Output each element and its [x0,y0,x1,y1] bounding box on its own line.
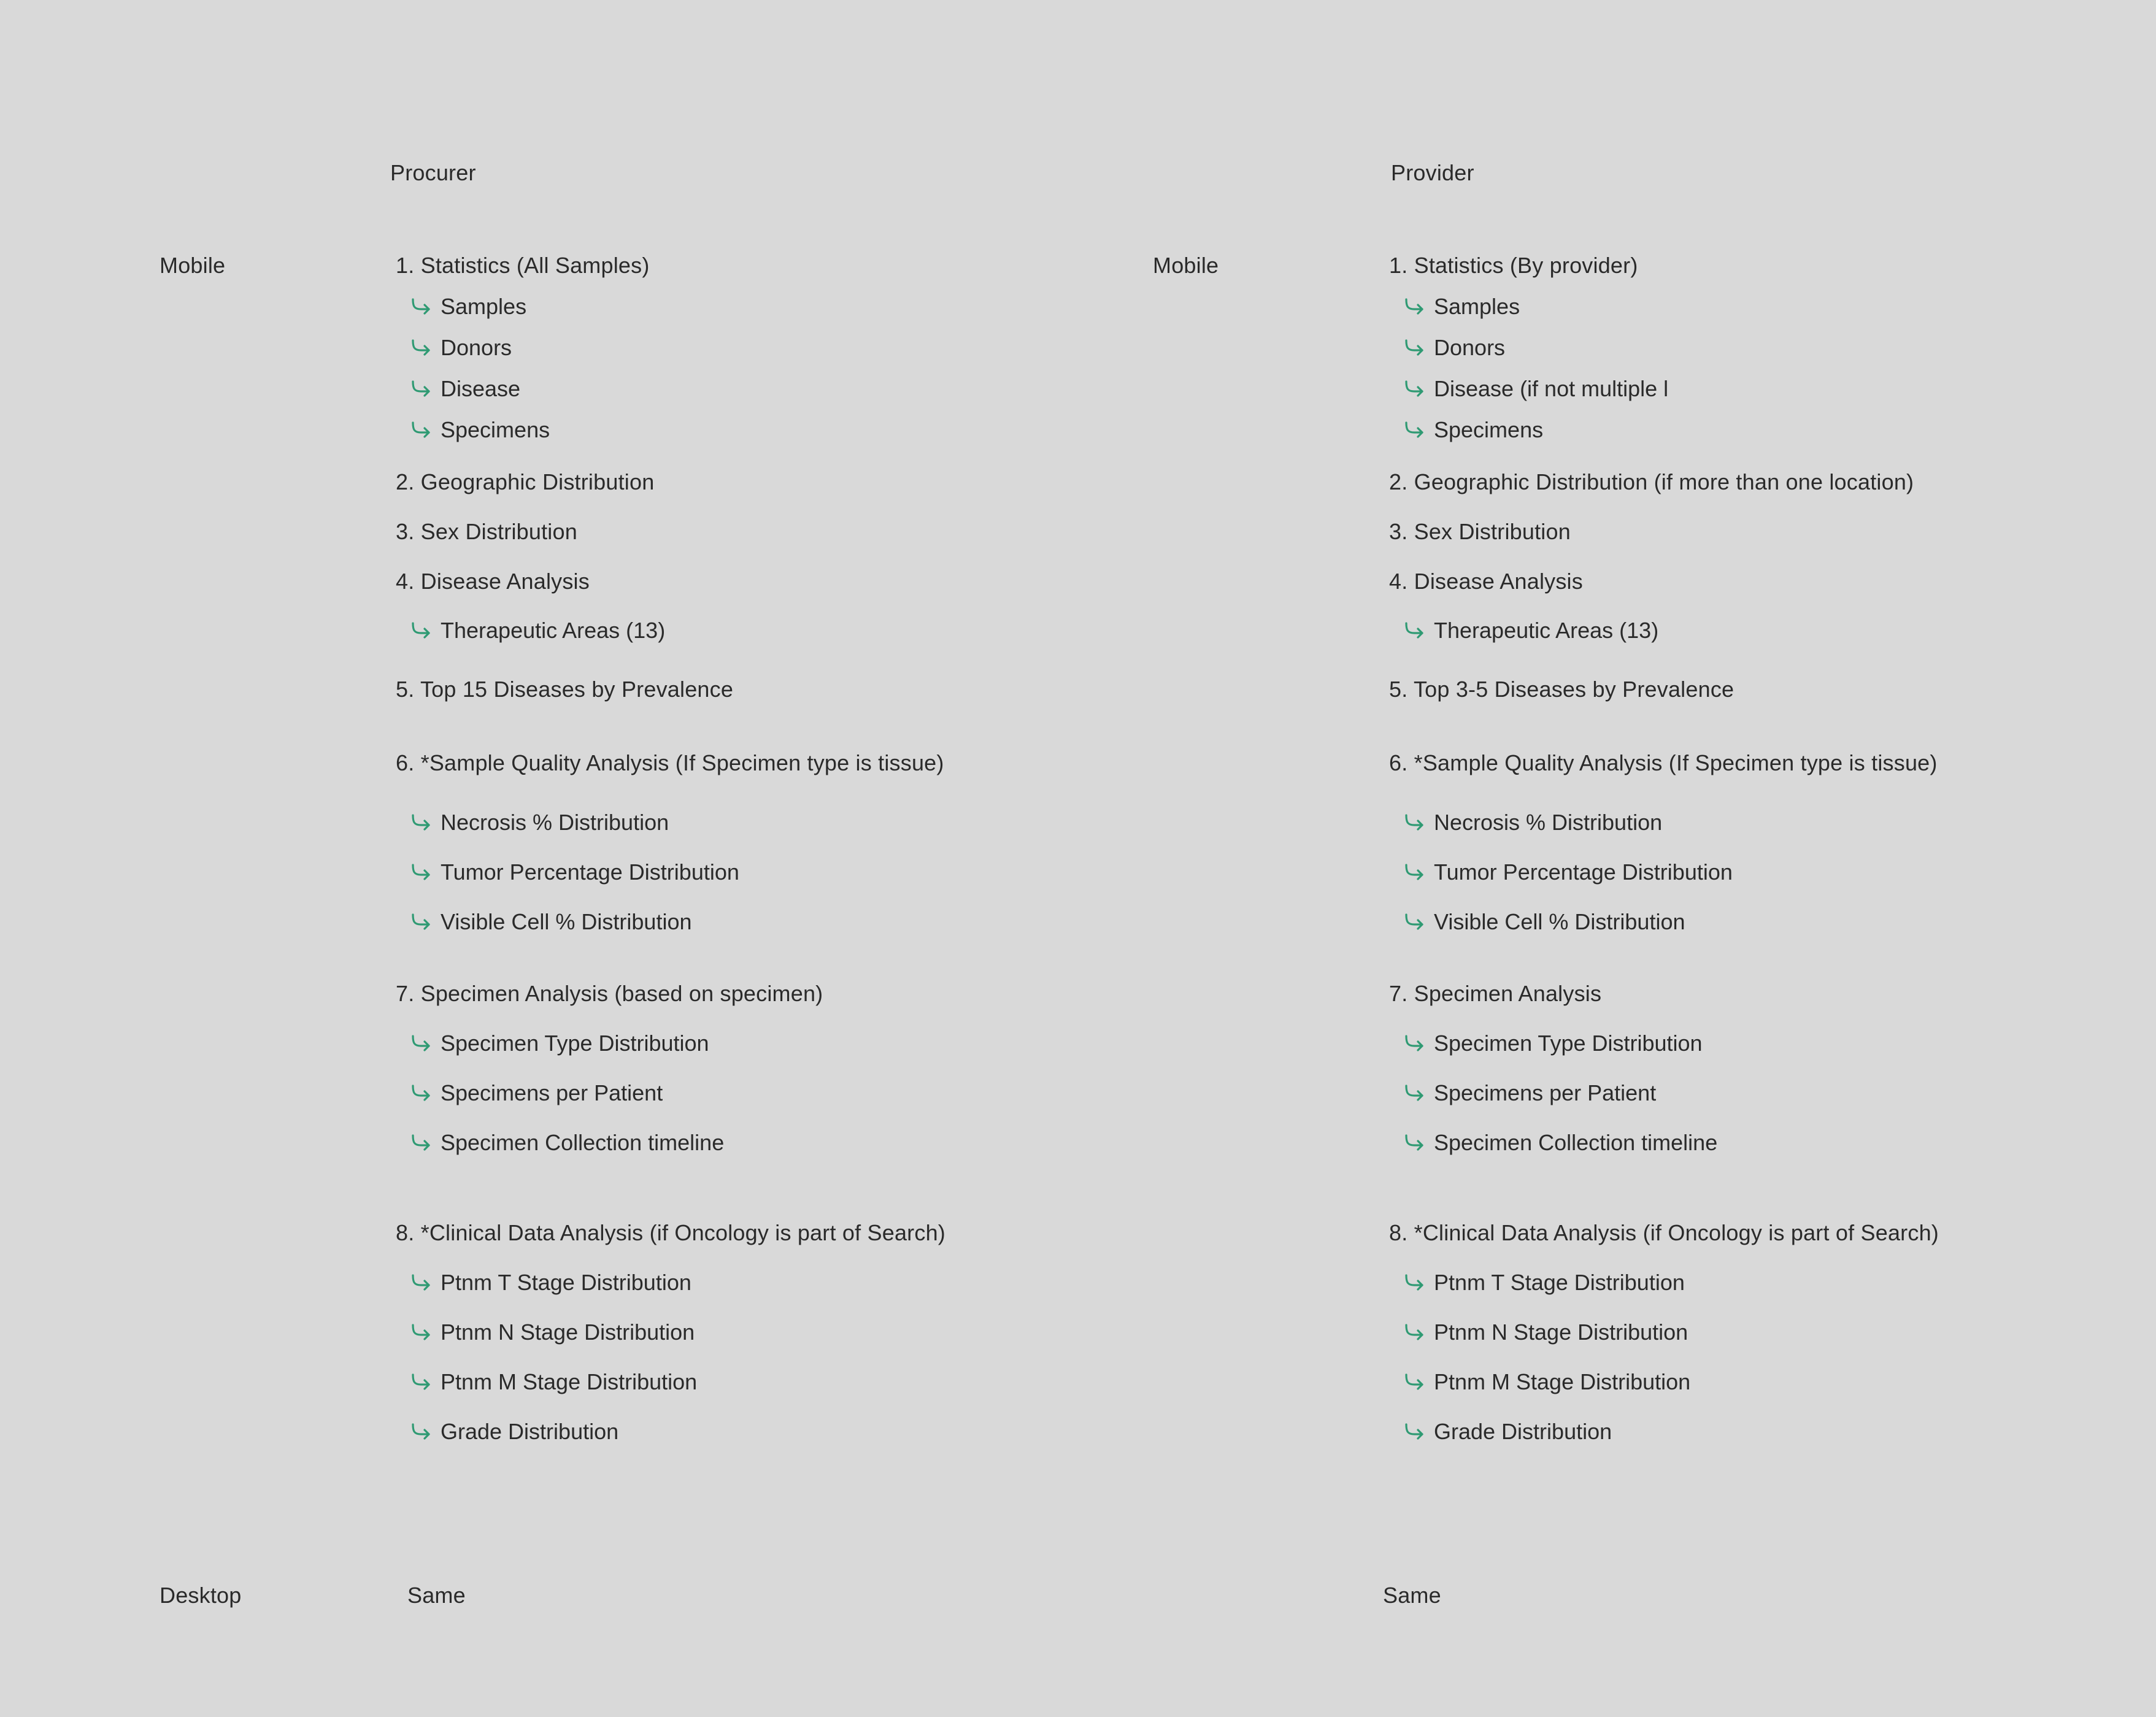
sub-item [1403,809,1662,837]
sub-item-label: Ptnm M Stage Distribution [441,1369,698,1394]
sub-item-label: Therapeutic Areas (13) [1434,618,1659,643]
sub-item-label: Specimens per Patient [1434,1080,1657,1105]
sub-item [410,293,526,321]
sub-item [1403,858,1733,886]
sub-item [1403,1318,1688,1346]
sub-item [410,1269,691,1297]
sub-item [410,375,520,403]
arrow-return-right-icon [410,380,432,398]
row-label-mobile-provider: Mobile [1153,253,1219,278]
sub-item-label: Ptnm N Stage Distribution [441,1319,695,1345]
arrow-return-right-icon [1403,1423,1425,1441]
sub-item [410,1368,697,1396]
row-label-desktop: Desktop [160,1583,242,1608]
item-clinical-data-analysis: 8. *Clinical Data Analysis (if Oncology is part of Search) [396,1220,945,1245]
sub-item-label: Specimen Type Distribution [441,1031,709,1056]
sub-item-label: Necrosis % Distribution [441,810,669,835]
arrow-return-right-icon [1403,1084,1425,1102]
arrow-return-right-icon [410,1423,432,1441]
sub-item [1403,1418,1612,1446]
sub-item [410,416,550,444]
sub-item-label: Visible Cell % Distribution [441,909,692,934]
sub-item-label: Ptnm T Stage Distribution [441,1270,691,1295]
arrow-return-right-icon [410,1323,432,1342]
arrow-return-right-icon [1403,1273,1425,1292]
arrow-return-right-icon [1403,1134,1425,1152]
arrow-return-right-icon [1403,1373,1425,1391]
arrow-return-right-icon [410,421,432,439]
sub-item [410,334,512,362]
sub-item-label: Samples [1434,294,1520,319]
sub-item-label: Disease (if not multiple l [1434,376,1669,401]
item-disease-analysis: 4. Disease Analysis [396,569,590,594]
item-sex-distribution: 3. Sex Distribution [1389,519,1571,544]
arrow-return-right-icon [410,813,432,832]
item-disease-analysis: 4. Disease Analysis [1389,569,1583,594]
sub-item-label: Specimen Type Distribution [1434,1031,1703,1056]
sub-item [1403,1129,1717,1157]
sub-item [1403,1029,1703,1058]
sub-item-label: Grade Distribution [1434,1419,1612,1444]
arrow-return-right-icon [1403,380,1425,398]
item-sample-quality-analysis: 6. *Sample Quality Analysis (If Specimen type is tissue) [1389,750,1938,775]
item-geographic-distribution: 2. Geographic Distribution (if more than one location) [1389,469,1914,494]
arrow-return-right-icon [1403,621,1425,640]
item-clinical-data-analysis: 8. *Clinical Data Analysis (if Oncology is part of Search) [1389,1220,1939,1245]
sub-item-label: Tumor Percentage Distribution [441,859,739,885]
item-specimen-analysis: 7. Specimen Analysis (based on specimen) [396,981,823,1006]
sub-item [410,1418,618,1446]
arrow-return-right-icon [410,298,432,316]
sub-item-label: Specimens [441,417,550,442]
item-geographic-distribution: 2. Geographic Distribution [396,469,655,494]
sub-item [410,1079,663,1107]
sub-item-label: Ptnm T Stage Distribution [1434,1270,1685,1295]
desktop-value-procurer: Same [407,1583,466,1608]
row-label-mobile-procurer: Mobile [160,253,226,278]
sub-item-label: Donors [441,335,512,360]
arrow-return-right-icon [1403,813,1425,832]
arrow-return-right-icon [1403,863,1425,882]
sub-item [1403,1079,1656,1107]
sub-item-label: Donors [1434,335,1506,360]
sub-item [410,1129,724,1157]
sub-item [1403,375,1668,403]
sub-item [1403,1269,1685,1297]
arrow-return-right-icon [410,1134,432,1152]
sub-item [1403,617,1658,645]
column-header-procurer: Procurer [390,160,476,185]
sub-item [410,617,665,645]
item-statistics: 1. Statistics (By provider) [1389,253,1638,278]
arrow-return-right-icon [1403,421,1425,439]
sub-item [1403,1368,1690,1396]
arrow-return-right-icon [1403,1323,1425,1342]
sub-item [410,1029,709,1058]
sub-item-label: Specimen Collection timeline [441,1130,725,1155]
sub-item [410,1318,695,1346]
sub-item [1403,334,1505,362]
item-sex-distribution: 3. Sex Distribution [396,519,577,544]
item-top-diseases: 5. Top 3-5 Diseases by Prevalence [1389,677,1734,702]
arrow-return-right-icon [410,621,432,640]
sub-item-label: Necrosis % Distribution [1434,810,1663,835]
arrow-return-right-icon [1403,298,1425,316]
desktop-value-provider: Same [1383,1583,1441,1608]
sub-item-label: Specimens per Patient [441,1080,663,1105]
sub-item [1403,908,1685,936]
arrow-return-right-icon [410,1084,432,1102]
sub-item [410,908,692,936]
sub-item [1403,293,1520,321]
item-sample-quality-analysis: 6. *Sample Quality Analysis (If Specimen type is tissue) [396,750,944,775]
item-statistics: 1. Statistics (All Samples) [396,253,650,278]
arrow-return-right-icon [410,1373,432,1391]
sub-item-label: Ptnm N Stage Distribution [1434,1319,1688,1345]
sub-item [410,858,739,886]
arrow-return-right-icon [410,913,432,931]
column-header-provider: Provider [1391,160,1474,185]
arrow-return-right-icon [410,1273,432,1292]
sub-item [1403,416,1543,444]
sub-item-label: Grade Distribution [441,1419,619,1444]
sub-item-label: Disease [441,376,521,401]
item-specimen-analysis: 7. Specimen Analysis [1389,981,1602,1006]
arrow-return-right-icon [410,339,432,357]
arrow-return-right-icon [1403,1034,1425,1053]
sub-item-label: Visible Cell % Distribution [1434,909,1685,934]
sub-item-label: Therapeutic Areas (13) [441,618,666,643]
sub-item-label: Specimens [1434,417,1544,442]
sub-item-label: Samples [441,294,527,319]
arrow-return-right-icon [1403,339,1425,357]
arrow-return-right-icon [1403,913,1425,931]
sub-item-label: Specimen Collection timeline [1434,1130,1718,1155]
sub-item-label: Ptnm M Stage Distribution [1434,1369,1691,1394]
sub-item [410,809,669,837]
sub-item-label: Tumor Percentage Distribution [1434,859,1733,885]
item-top-diseases: 5. Top 15 Diseases by Prevalence [396,677,734,702]
arrow-return-right-icon [410,1034,432,1053]
arrow-return-right-icon [410,863,432,882]
